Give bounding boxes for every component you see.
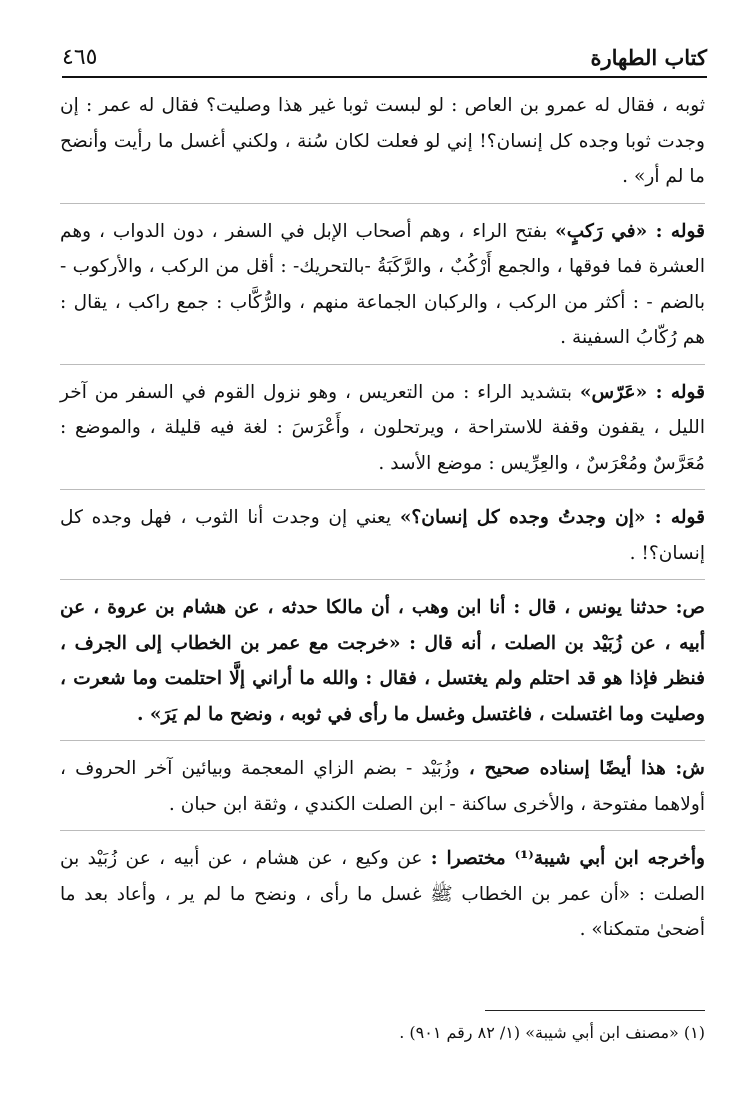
paragraph-divider bbox=[60, 740, 705, 741]
page-header bbox=[62, 30, 707, 78]
paragraph-text: ثوبه ، فقال له عمرو بن العاص : لو لبست ثوبا غير هذا وصليت؟ فقال له عمر : إن وجدت ثوبا وجده كل إنسان؟! إني لو فعلت لكان سُنة ، ولكني أغسل ما رأيت وأنضح ما لم أر» . bbox=[60, 95, 705, 187]
paragraph-lead: وأخرجه ابن أبي شيبة⁽¹⁾ مختصرا : bbox=[430, 848, 705, 869]
paragraph-text: عن وكيع ، عن هشام ، عن أبيه ، عن زُبَيْد بن الصلت : «أن عمر بن الخطاب ﷺ غسل ما رأى ، ونضح ما لم ير ، وأعاد بعد ما أضحىٰ متمكنا» . bbox=[60, 848, 705, 940]
paragraph bbox=[60, 214, 705, 356]
paragraph bbox=[60, 841, 705, 948]
paragraph bbox=[60, 751, 705, 822]
paragraph-divider bbox=[60, 203, 705, 204]
paragraph-lead: قوله : «عَرّس» bbox=[579, 381, 705, 403]
footnote-rule bbox=[485, 1010, 705, 1011]
paragraph-lead: ش: هذا أيضًا إسناده صحيح ، bbox=[468, 758, 705, 779]
paragraph-text: بفتح الراء ، وهم أصحاب الإبل في السفر ، دون الدواب ، وهم العشرة فما فوقها ، والجمع أَرْكُبٌ ، والرَّكَبَةُ -بالتحريك- : أقل من الركب ، والأركوب - بالضم - : أكثر من الركب ، والركبان الجماعة منهم ، والرُّكَّاب : جمع راكب ، يقال : هم رُكّابُ السفينة . bbox=[60, 220, 705, 348]
paragraph-lead: قوله : «في رَكبٍ» bbox=[555, 220, 705, 242]
paragraph-divider bbox=[60, 489, 705, 490]
footnote: (١) «مصنف ابن أبي شيبة» (١/ ٨٢ رقم ٩٠١) . bbox=[399, 1023, 705, 1042]
paragraph-text: وزُبَيْد - بضم الزاي المعجمة وبيائين آخر الحروف ، أولاهما مفتوحة ، والأخرى ساكنة - ابن الصلت الكندي ، وثقة ابن حبان . bbox=[60, 758, 705, 815]
paragraph bbox=[60, 590, 705, 732]
page-body bbox=[60, 88, 705, 948]
paragraph-lead: ص: حدثنا يونس ، قال : أنا ابن وهب ، أن مالكا حدثه ، عن هشام بن عروة ، عن أبيه ، عن زُبَيْد بن الصلت ، أنه قال : «خرجت مع عمر بن الخطاب إلى الجرف ، فنظر فإذا هو قد احتلم ولم يغتسل ، فقال : والله ما أراني إلَّا احتلمت وما شعرت ، وصليت وما اغتسلت ، فاغتسل وغسل ما رأى في ثوبه ، ونضح ما لم يَرَ» . bbox=[60, 597, 705, 725]
page-number: ٤٦٥ bbox=[62, 45, 98, 70]
paragraph-divider bbox=[60, 364, 705, 365]
paragraph bbox=[60, 375, 705, 482]
paragraph bbox=[60, 88, 705, 195]
paragraph-lead: قوله : «إن وجدتُ وجده كل إنسان؟» bbox=[399, 507, 705, 528]
paragraph-divider bbox=[60, 830, 705, 831]
book-title: كتاب الطهارة bbox=[590, 45, 707, 70]
paragraph-text: يعني إن وجدت أنا الثوب ، فهل وجده كل إنسان؟! . bbox=[60, 507, 705, 564]
paragraph-divider bbox=[60, 579, 705, 580]
paragraph bbox=[60, 500, 705, 571]
paragraph-text: بتشديد الراء : من التعريس ، وهو نزول القوم في السفر من آخر الليل ، يقفون وقفة للاستراحة ، ويرتحلون ، وأَعْرَسَ : لغة فيه قليلة ، والموضع : مُعَرَّسٌ ومُعْرَسٌ ، والعِرِّيس : موضع الأسد . bbox=[60, 381, 705, 474]
